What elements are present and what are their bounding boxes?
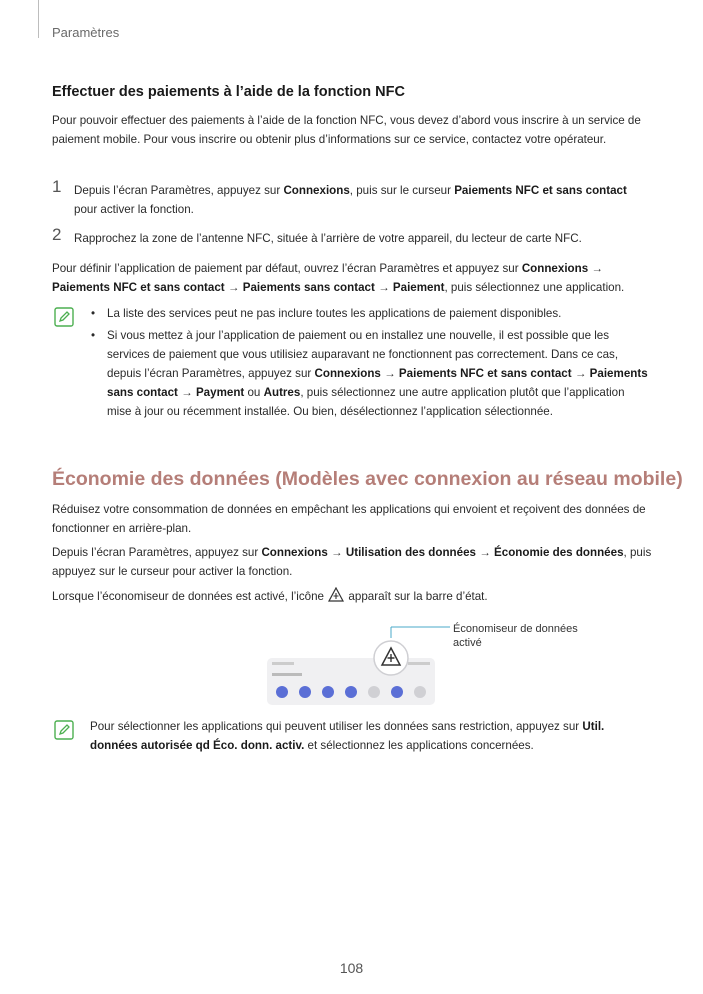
quick-panel-illustration [260, 612, 460, 712]
step-number: 2 [52, 225, 62, 244]
nfc-intro: Pour pouvoir effectuer des paiements à l’aide de la fonction NFC, vous devez d’abord vous inscrire à un service de paiement mobile. Pour vous inscrire ou obtenir plus d’informations sur ce service, contactez votre opérateur. [52, 114, 641, 146]
data-saver-p3: Lorsque l’économiseur de données est activé, l’icône apparaît sur la barre d’état. [52, 587, 652, 606]
section-header: Paramètres [52, 25, 120, 40]
nfc-section-title: Effectuer des paiements à l’aide de la fonction NFC [52, 84, 405, 100]
page-number: 108 [339, 960, 364, 976]
header-rule [38, 0, 39, 38]
step-number: 1 [52, 177, 62, 196]
list-item: • Si vous mettez à jour l’application de paiement ou en installez une nouvelle, il est possible que les services de paiement que vous utilisiez auparavant ne fonctionnent pas correctement. Dans ce cas, depuis l’écran Paramètres, appuyez sur Connexions → Paiements NFC et sans contact → Paiements sans contact → Payment ou Autres, puis sélectionnez une autre application plutôt que l’application mise à jour ou récemment installée. Ou bien, désélectionnez l’application sélectionnée. [91, 329, 648, 418]
nfc-notes [91, 304, 651, 424]
data-saver-note: Pour sélectionner les applications qui peuvent utiliser les données sans restriction, appuyez sur Util. données autorisée qd Éco. donn. activ. et sélectionnez les applications concernées. [90, 720, 605, 752]
note-pencil-icon [54, 720, 74, 740]
nfc-step-2: 2 Rapprochez la zone de l’antenne NFC, située à l’arrière de votre appareil, du lecteur de carte NFC. [52, 225, 582, 245]
nfc-default-app: Pour définir l’application de paiement par défaut, ouvrez l’écran Paramètres et appuyez sur Connexions → Paiements NFC et sans contact → Paiements sans contact → Paiement, puis sélectionnez une application. [52, 262, 625, 294]
data-saver-icon [327, 587, 345, 603]
nfc-step-1: 1 Depuis l’écran Paramètres, appuyez sur Connexions, puis sur le curseur Paiements NFC et sans contact pour activer la fonction. [52, 177, 627, 216]
note-pencil-icon [54, 307, 74, 327]
list-item: • La liste des services peut ne pas inclure toutes les applications de paiement disponibles. [91, 307, 562, 320]
data-saver-p2: Depuis l’écran Paramètres, appuyez sur Connexions → Utilisation des données → Économie des données, puis appuyez sur le curseur pour activer la fonction. [52, 546, 652, 578]
data-saver-p1: Réduisez votre consommation de données en empêchant les applications qui envoient et reçoivent des données de fonctionner en arrière-plan. [52, 503, 646, 535]
data-saver-title: Économie des données (Modèles avec connexion au réseau mobile) [52, 468, 683, 490]
data-saver-callout: Économiseur de données activé [453, 623, 578, 649]
